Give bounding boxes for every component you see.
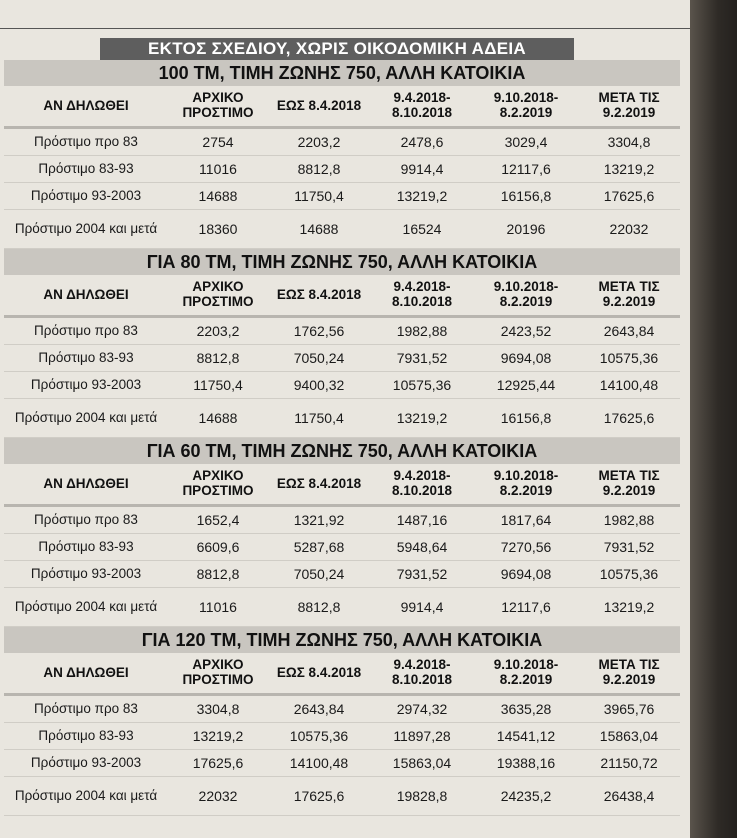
- column-header: ΕΩΣ 8.4.2018: [268, 653, 370, 695]
- table-row: [4, 210, 680, 249]
- column-header: ΜΕΤΑ ΤΙΣ 9.2.2019: [578, 275, 680, 317]
- table-cell: 17625,6: [268, 777, 370, 816]
- table-cell: 17625,6: [578, 183, 680, 210]
- table-row: [4, 399, 680, 438]
- table-cell: 3304,8: [168, 695, 268, 723]
- column-header: 9.10.2018- 8.2.2019: [474, 653, 578, 695]
- table-cell: 16156,8: [474, 183, 578, 210]
- table-cell: 1487,16: [370, 506, 474, 534]
- table-cell: 22032: [168, 777, 268, 816]
- table-cell: 13219,2: [578, 156, 680, 183]
- table-cell: 14688: [168, 399, 268, 438]
- table-row: [4, 723, 680, 750]
- table-cell: 7931,52: [370, 345, 474, 372]
- table-cell: 5287,68: [268, 534, 370, 561]
- table-cell: 12117,6: [474, 588, 578, 627]
- table-cell: 16524: [370, 210, 474, 249]
- table-cell: 15863,04: [370, 750, 474, 777]
- column-header: ΜΕΤΑ ΤΙΣ 9.2.2019: [578, 86, 680, 128]
- header-row: [4, 275, 680, 317]
- table-section: [4, 627, 680, 816]
- table-row: [4, 183, 680, 210]
- background-edge: [690, 0, 737, 838]
- table-cell: 11750,4: [168, 372, 268, 399]
- table-cell: 10575,36: [268, 723, 370, 750]
- table-row: [4, 750, 680, 777]
- section-title: ΓΙΑ 120 ΤΜ, ΤΙΜΗ ΖΩΝΗΣ 750, ΑΛΛΗ ΚΑΤΟΙΚΙΑ: [4, 627, 680, 653]
- table-cell: 11750,4: [268, 399, 370, 438]
- column-header: 9.4.2018- 8.10.2018: [370, 86, 474, 128]
- column-header: 9.4.2018- 8.10.2018: [370, 464, 474, 506]
- row-label: Πρόστιμο 2004 και μετά: [4, 210, 168, 249]
- header-row: [4, 653, 680, 695]
- table-cell: 24235,2: [474, 777, 578, 816]
- table-row: [4, 345, 680, 372]
- table-row: [4, 506, 680, 534]
- table-cell: 2754: [168, 128, 268, 156]
- table-cell: 3965,76: [578, 695, 680, 723]
- table-cell: 3304,8: [578, 128, 680, 156]
- table-cell: 2643,84: [268, 695, 370, 723]
- table-cell: 9400,32: [268, 372, 370, 399]
- table-cell: 11016: [168, 156, 268, 183]
- row-label: Πρόστιμο 2004 και μετά: [4, 588, 168, 627]
- row-label: Πρόστιμο προ 83: [4, 695, 168, 723]
- table-cell: 6609,6: [168, 534, 268, 561]
- main-title: ΕΚΤΟΣ ΣΧΕΔΙΟΥ, ΧΩΡΙΣ ΟΙΚΟΔΟΜΙΚΗ ΑΔΕΙΑ: [100, 38, 574, 60]
- table-cell: 7931,52: [578, 534, 680, 561]
- table-row: [4, 695, 680, 723]
- column-header: ΑΝ ΔΗΛΩΘΕΙ: [4, 86, 168, 128]
- table-cell: 1321,92: [268, 506, 370, 534]
- table-row: [4, 588, 680, 627]
- table-cell: 26438,4: [578, 777, 680, 816]
- table-cell: 22032: [578, 210, 680, 249]
- column-header: 9.4.2018- 8.10.2018: [370, 275, 474, 317]
- table-section: [4, 60, 680, 249]
- table-cell: 14688: [168, 183, 268, 210]
- row-label: Πρόστιμο 83-93: [4, 534, 168, 561]
- section-title: ΓΙΑ 80 ΤΜ, ΤΙΜΗ ΖΩΝΗΣ 750, ΑΛΛΗ ΚΑΤΟΙΚΙΑ: [4, 249, 680, 275]
- table-cell: 16156,8: [474, 399, 578, 438]
- column-header: ΜΕΤΑ ΤΙΣ 9.2.2019: [578, 653, 680, 695]
- table-cell: 3029,4: [474, 128, 578, 156]
- table-cell: 7050,24: [268, 345, 370, 372]
- table-section: [4, 438, 680, 627]
- column-header: 9.4.2018- 8.10.2018: [370, 653, 474, 695]
- row-label: Πρόστιμο 83-93: [4, 345, 168, 372]
- fines-table: [4, 464, 680, 627]
- column-header: ΑΝ ΔΗΛΩΘΕΙ: [4, 653, 168, 695]
- fines-table: [4, 653, 680, 816]
- table-cell: 10575,36: [370, 372, 474, 399]
- table-cell: 8812,8: [268, 588, 370, 627]
- fines-table: [4, 275, 680, 438]
- table-cell: 2643,84: [578, 317, 680, 345]
- column-header: 9.10.2018- 8.2.2019: [474, 464, 578, 506]
- table-cell: 10575,36: [578, 345, 680, 372]
- page-rule: [0, 28, 690, 29]
- table-cell: 13219,2: [168, 723, 268, 750]
- table-cell: 20196: [474, 210, 578, 249]
- table-cell: 13219,2: [370, 399, 474, 438]
- column-header: ΑΡΧΙΚΟ ΠΡΟΣΤΙΜΟ: [168, 464, 268, 506]
- table-cell: 8812,8: [268, 156, 370, 183]
- table-cell: 10575,36: [578, 561, 680, 588]
- table-cell: 14100,48: [578, 372, 680, 399]
- row-label: Πρόστιμο 93-2003: [4, 372, 168, 399]
- table-row: [4, 534, 680, 561]
- column-header: ΕΩΣ 8.4.2018: [268, 464, 370, 506]
- table-section: [4, 249, 680, 438]
- table-cell: 7931,52: [370, 561, 474, 588]
- table-cell: 13219,2: [370, 183, 474, 210]
- row-label: Πρόστιμο 2004 και μετά: [4, 777, 168, 816]
- table-cell: 21150,72: [578, 750, 680, 777]
- table-cell: 17625,6: [578, 399, 680, 438]
- table-row: [4, 128, 680, 156]
- table-row: [4, 777, 680, 816]
- column-header: 9.10.2018- 8.2.2019: [474, 86, 578, 128]
- table-cell: 8812,8: [168, 345, 268, 372]
- table-row: [4, 156, 680, 183]
- table-cell: 2478,6: [370, 128, 474, 156]
- table-cell: 19828,8: [370, 777, 474, 816]
- row-label: Πρόστιμο 2004 και μετά: [4, 399, 168, 438]
- table-cell: 12117,6: [474, 156, 578, 183]
- fines-table-document: [4, 38, 680, 816]
- table-cell: 1762,56: [268, 317, 370, 345]
- table-row: [4, 317, 680, 345]
- table-cell: 15863,04: [578, 723, 680, 750]
- column-header: ΕΩΣ 8.4.2018: [268, 275, 370, 317]
- header-row: [4, 86, 680, 128]
- table-cell: 9914,4: [370, 156, 474, 183]
- section-title: ΓΙΑ 60 ΤΜ, ΤΙΜΗ ΖΩΝΗΣ 750, ΑΛΛΗ ΚΑΤΟΙΚΙΑ: [4, 438, 680, 464]
- table-cell: 2974,32: [370, 695, 474, 723]
- column-header: ΑΝ ΔΗΛΩΘΕΙ: [4, 464, 168, 506]
- row-label: Πρόστιμο 83-93: [4, 156, 168, 183]
- column-header: ΑΡΧΙΚΟ ΠΡΟΣΤΙΜΟ: [168, 275, 268, 317]
- column-header: ΑΝ ΔΗΛΩΘΕΙ: [4, 275, 168, 317]
- column-header: 9.10.2018- 8.2.2019: [474, 275, 578, 317]
- row-label: Πρόστιμο προ 83: [4, 128, 168, 156]
- table-cell: 2203,2: [268, 128, 370, 156]
- row-label: Πρόστιμο 93-2003: [4, 750, 168, 777]
- table-cell: 11016: [168, 588, 268, 627]
- table-cell: 5948,64: [370, 534, 474, 561]
- table-cell: 2203,2: [168, 317, 268, 345]
- table-cell: 12925,44: [474, 372, 578, 399]
- table-cell: 11897,28: [370, 723, 474, 750]
- table-cell: 3635,28: [474, 695, 578, 723]
- table-cell: 7270,56: [474, 534, 578, 561]
- table-cell: 7050,24: [268, 561, 370, 588]
- row-label: Πρόστιμο 93-2003: [4, 183, 168, 210]
- column-header: ΑΡΧΙΚΟ ΠΡΟΣΤΙΜΟ: [168, 653, 268, 695]
- table-cell: 14688: [268, 210, 370, 249]
- row-label: Πρόστιμο 83-93: [4, 723, 168, 750]
- table-cell: 18360: [168, 210, 268, 249]
- table-cell: 19388,16: [474, 750, 578, 777]
- row-label: Πρόστιμο προ 83: [4, 506, 168, 534]
- fines-table: [4, 86, 680, 249]
- row-label: Πρόστιμο προ 83: [4, 317, 168, 345]
- column-header: ΜΕΤΑ ΤΙΣ 9.2.2019: [578, 464, 680, 506]
- table-row: [4, 561, 680, 588]
- table-cell: 14541,12: [474, 723, 578, 750]
- table-cell: 1817,64: [474, 506, 578, 534]
- table-cell: 9694,08: [474, 561, 578, 588]
- table-row: [4, 372, 680, 399]
- table-cell: 9694,08: [474, 345, 578, 372]
- table-cell: 13219,2: [578, 588, 680, 627]
- table-cell: 1982,88: [578, 506, 680, 534]
- table-cell: 1652,4: [168, 506, 268, 534]
- section-title: 100 ΤΜ, ΤΙΜΗ ΖΩΝΗΣ 750, ΑΛΛΗ ΚΑΤΟΙΚΙΑ: [4, 60, 680, 86]
- table-cell: 1982,88: [370, 317, 474, 345]
- table-cell: 11750,4: [268, 183, 370, 210]
- table-cell: 14100,48: [268, 750, 370, 777]
- column-header: ΕΩΣ 8.4.2018: [268, 86, 370, 128]
- table-cell: 2423,52: [474, 317, 578, 345]
- table-cell: 9914,4: [370, 588, 474, 627]
- column-header: ΑΡΧΙΚΟ ΠΡΟΣΤΙΜΟ: [168, 86, 268, 128]
- header-row: [4, 464, 680, 506]
- row-label: Πρόστιμο 93-2003: [4, 561, 168, 588]
- table-cell: 17625,6: [168, 750, 268, 777]
- table-cell: 8812,8: [168, 561, 268, 588]
